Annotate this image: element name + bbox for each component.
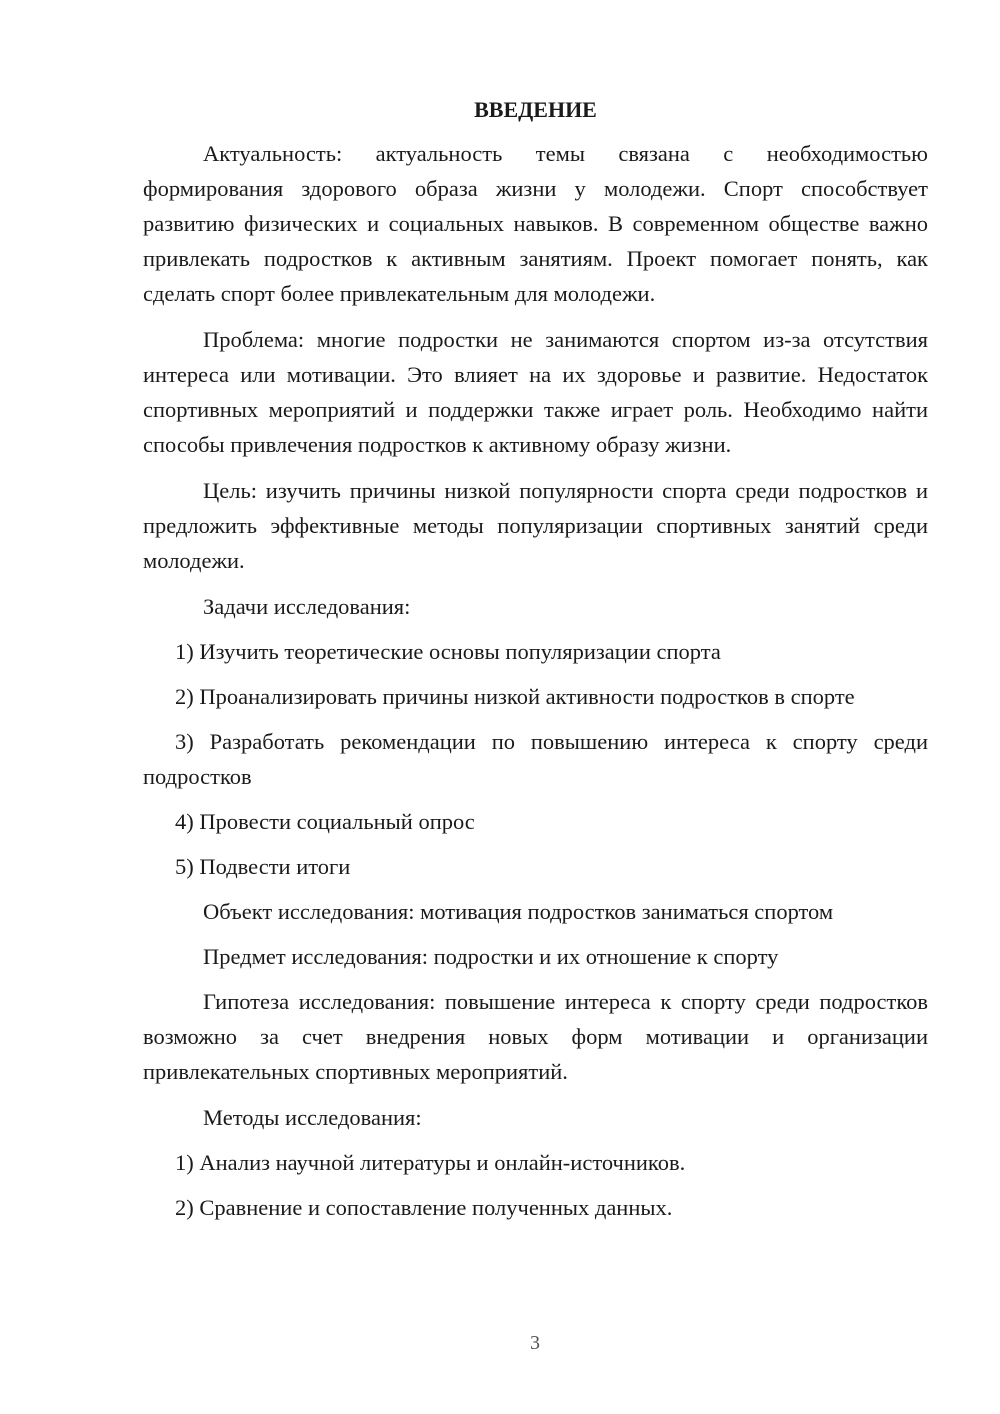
- tasks-heading: Задачи исследования:: [203, 594, 411, 619]
- page-title: ВВЕДЕНИЕ: [474, 97, 597, 122]
- page-number: 3: [530, 1332, 540, 1354]
- page-content: [143, 92, 928, 1235]
- methods-heading: Методы исследования:: [203, 1105, 422, 1130]
- task-item: 5) Подвести итоги: [175, 854, 351, 879]
- goal-paragraph: Цель: изучить причины низкой популярности спорта среди подростков и предложить эффективные методы популяризации спортивных занятий среди молодежи.: [143, 478, 928, 573]
- object-paragraph: Объект исследования: мотивация подростков заниматься спортом: [203, 899, 834, 924]
- subject-paragraph: Предмет исследования: подростки и их отношение к спорту: [203, 944, 779, 969]
- task-item: 2) Проанализировать причины низкой активности подростков в спорте: [175, 684, 855, 709]
- hypothesis-paragraph: Гипотеза исследования: повышение интереса к спорту среди подростков возможно за счет внедрения новых форм мотивации и организации привлекательных спортивных мероприятий.: [143, 989, 928, 1084]
- relevance-paragraph: Актуальность: актуальность темы связана с необходимостью формирования здорового образа жизни у молодежи. Спорт способствует развитию физических и социальных навыков. В современном обществе важно привлекать подростков к активным занятиям. Проект помогает понять, как сделать спорт более привлекательным для молодежи.: [143, 141, 928, 306]
- task-item: 3) Разработать рекомендации по повышению интереса к спорту среди подростков: [143, 729, 928, 789]
- method-item: 1) Анализ научной литературы и онлайн-источников.: [175, 1150, 686, 1175]
- method-item: 2) Сравнение и сопоставление полученных данных.: [175, 1195, 673, 1220]
- problem-paragraph: Проблема: многие подростки не занимаются спортом из-за отсутствия интереса или мотивации. Это влияет на их здоровье и развитие. Недостаток спортивных мероприятий и поддержки также играет роль. Необходимо найти способы привлечения подростков к активному образу жизни.: [143, 327, 928, 457]
- task-item: 1) Изучить теоретические основы популяризации спорта: [175, 639, 721, 664]
- task-item: 4) Провести социальный опрос: [175, 809, 475, 834]
